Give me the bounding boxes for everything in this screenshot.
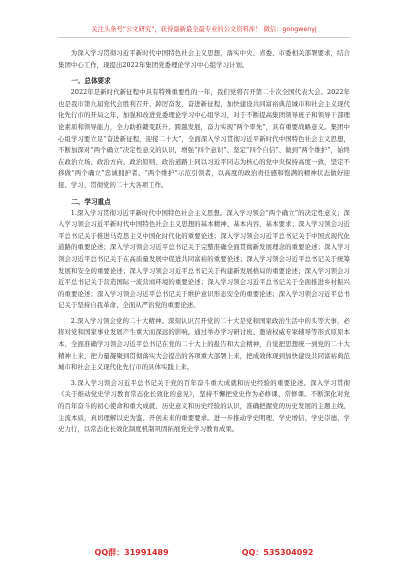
section-1-body: 2022年是新时代新征程中具有特殊重要性的一年，我们党将召开第二十次全国代表大会。2022年也是我市第九届党代会胜利召开、踔厉奋发、奋进新征程，加快建设共同富裕典范城市和社会主义现代化先行市的开局之年，加强和改进党委理论学习中心组学习，对于不断提高集团领导班子和领导干部理论素质和领导能力，全力助推赣变跃升、跨越发展，奋力实现“两个率先”，具有重要战略意义。集团中心组学习要立足“奋进新征程，迎接二十大”，全面深入学习贯彻习近平新时代中国特色社会主义思想，不断加深对“两个确立”决定性意义的认识，增强“四个意识”、坚定“四个自信”、做到“两个维护”，始终在政治立场、政治方向、政治原则、政治道路上同以习近平同志为核心的党中央保持高度一致，坚定不移做“两个确立”忠诚拥护者、“两个维护”示范引领者，以高度的政治责任感和饱满的精神状态做好迎接、学习、贯彻党的二十大各项工作。 (58, 88, 350, 189)
footer-contact (58, 544, 350, 560)
point-2-paragraph: 2.深入学习领会党的二十大精神。深刻认识召开党的二十大是党和国家政治生活中的头等大事，必将对党和国家事业发展产生重大而深远的影响。通过举办学习研讨班、邀请权威专家辅导等形式原原本本、全面准确学习领会习近平总书记在党的二十大上的报告和大会精神，自觉把思想统一到党的二十大精神上来，把力量凝聚到贯彻落实大会提出的各项重大部署上来，把成效体现到加快建设共同富裕典范城市和社会主义现代化先行市的具体实践上来。 (58, 316, 350, 372)
footer-qq: QQ：535304092 (241, 547, 314, 557)
section-2-title: 二、学习重点 (71, 197, 111, 206)
header-banner: 关注头条号“公文研究”，获得最新最全最专业的公文资料库！ 微信：gongwenyj (58, 24, 350, 38)
point-3-paragraph: 3.深入学习领会习近平总书记关于党的百年奋斗重大成就和历史经验的重要论述。深入学习贯彻《关于推动党史学习教育常态化长效化的意见》，坚持不懈把党史作为必修课、常修课。不断深化对党的百年奋斗的初心使命和重大成就、历史意义和历史经验的认识，准确把握党的历史发展的主题主线、主流本质，真切理解以史为鉴、开创未来的重要要求。进一步推动学史明理、学史增信、学史崇德、学史力行，以常态化长效化制度机制巩固拓展党史学习教育成果。 (58, 378, 350, 434)
document-body (58, 48, 350, 436)
section-1-title: 一、总体要求 (71, 77, 111, 86)
footer-qq-group: QQ群：31991489 (94, 547, 169, 557)
intro-paragraph: 为深入学习贯彻习近平新时代中国特色社会主义思想，落实中央、省委、市委相关部署要求，结合集团中心工作，现提出2022年集团党委理论学习中心组学习计划。 (58, 49, 350, 69)
point-1-paragraph: 1.深入学习贯彻习近平新时代中国特色社会主义思想。深入学习领会“两个确立”的决定性意义；深入学习领会习近平新时代中国特色社会主义思想的基本精神、基本内容、基本要求；深入学习领会习近平总书记关于推进马克思主义中国化时代化的重要论述；深入学习领会习近平总书记关于中国式现代化道路的重要论述；深入学习领会习近平总书记关于完整准确全面贯彻新发展理念的重要论述；深入学习领会习近平总书记关于在高质量发展中促进共同富裕的重要论述；深入学习领会习近平总书记关于统筹发展和安全的重要论述；深入学习领会习近平总书记关于构建新发展格局的重要论述；深入学习领会习近平总书记关于营造国际一流营商环境的重要论述；深入学习领会习近平总书记关于全面推进乡村振兴的重要论述；深入学习领会习近平总书记关于维护意识形态安全的重要论述；深入学习领会习近平总书记关于坚持自我革命、全面从严治党的重要论述。 (58, 208, 350, 310)
